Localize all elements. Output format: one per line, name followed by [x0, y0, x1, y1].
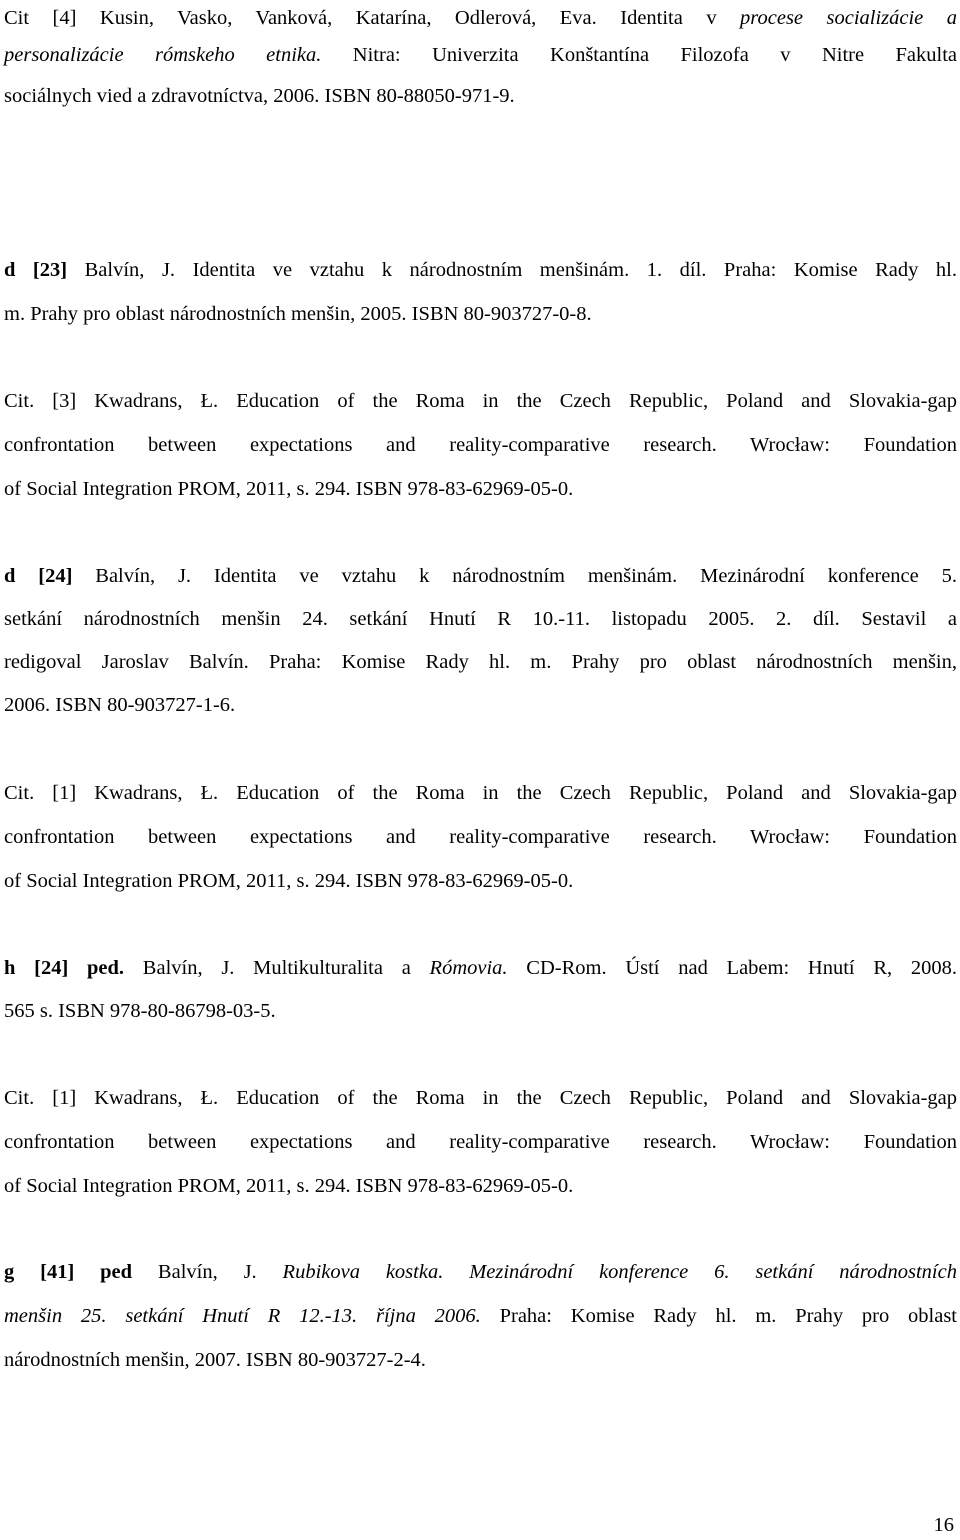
text-line: [4, 474, 957, 504]
text-line: [4, 430, 957, 460]
reference-italic-text: Rómovia.: [429, 957, 508, 979]
text-line: [4, 561, 957, 591]
text-line: [4, 1083, 957, 1113]
reference-text: CD-Rom. Ústí nad Labem: Hnutí R, 2008.: [507, 957, 957, 979]
citation-text: Cit. [1] Kwadrans, Ł. Education of the Roma in the Czech Republic, Poland and Slovakia-gap: [4, 782, 957, 804]
text-line: [4, 255, 957, 285]
citation-text: of Social Integration PROM, 2011, s. 294. ISBN 978-83-62969-05-0.: [4, 1175, 574, 1197]
reference-text: 565 s. ISBN 978-80-86798-03-5.: [4, 1000, 276, 1022]
reference-text: 2006. ISBN 80-903727-1-6.: [4, 694, 236, 716]
text-line: [4, 1127, 957, 1157]
text-line: [4, 1257, 957, 1287]
citation-italic-text: personalizácie rómskeho etnika.: [4, 44, 322, 66]
citation-italic-text: procese socializácie a: [740, 7, 957, 29]
text-line: [4, 953, 957, 983]
text-line: [4, 81, 957, 111]
reference-text: Balvín, J.: [132, 1261, 283, 1283]
reference-code: g [41] ped: [4, 1261, 133, 1283]
text-line: [4, 778, 957, 808]
text-line: [4, 1171, 957, 1201]
citation-text: confrontation between expectations and reality-comparative research. Wrocław: Foundation: [4, 434, 957, 456]
reference-code: d [24]: [4, 565, 73, 587]
reference-text: Balvín, J. Identita ve vztahu k národnostním menšinám. 1. díl. Praha: Komise Rady hl.: [67, 259, 958, 281]
citation-text: confrontation between expectations and reality-comparative research. Wrocław: Foundation: [4, 826, 957, 848]
reference-italic-text: Rubikova kostka. Mezinárodní konference 6. setkání národnostních: [282, 1261, 957, 1283]
text-line: [4, 604, 957, 634]
citation-text: Cit [4] Kusin, Vasko, Vanková, Katarína, Odlerová, Eva. Identita v: [4, 7, 741, 29]
citation-text: of Social Integration PROM, 2011, s. 294. ISBN 978-83-62969-05-0.: [4, 870, 574, 892]
citation-text: Cit. [1] Kwadrans, Ł. Education of the Roma in the Czech Republic, Poland and Slovakia-gap: [4, 1087, 957, 1109]
citation-text: Nitra: Univerzita Konštantína Filozofa v Nitre Fakulta: [321, 44, 958, 66]
text-line: [4, 3, 957, 33]
citation-text: Cit. [3] Kwadrans, Ł. Education of the Roma in the Czech Republic, Poland and Slovakia-gap: [4, 390, 957, 412]
page-number: 16: [933, 1514, 954, 1536]
reference-text: Balvín, J. Identita ve vztahu k národnostním menšinám. Mezinárodní konference 5.: [72, 565, 957, 587]
text-line: [4, 647, 957, 677]
reference-code: h [24] ped.: [4, 957, 125, 979]
text-line: [4, 822, 957, 852]
text-line: [4, 866, 957, 896]
reference-text: m. Prahy pro oblast národnostních menšin, 2005. ISBN 80-903727-0-8.: [4, 303, 592, 325]
reference-text: setkání národnostních menšin 24. setkání Hnutí R 10.-11. listopadu 2005. 2. díl. Sestavil a: [4, 608, 957, 630]
text-line: [4, 40, 957, 70]
reference-italic-text: menšin 25. setkání Hnutí R 12.-13. října 2006.: [4, 1305, 481, 1327]
text-line: [4, 386, 957, 416]
text-line: [4, 996, 957, 1026]
text-line: [4, 299, 957, 329]
reference-text: Praha: Komise Rady hl. m. Prahy pro oblast: [480, 1305, 957, 1327]
reference-text: národnostních menšin, 2007. ISBN 80-903727-2-4.: [4, 1349, 426, 1371]
text-line: [4, 1301, 957, 1331]
citation-text: of Social Integration PROM, 2011, s. 294. ISBN 978-83-62969-05-0.: [4, 478, 574, 500]
text-line: [4, 1345, 957, 1375]
reference-text: Balvín, J. Multikulturalita a: [124, 957, 430, 979]
text-line: [4, 690, 957, 720]
reference-code: d [23]: [4, 259, 68, 281]
reference-text: redigoval Jaroslav Balvín. Praha: Komise Rady hl. m. Prahy pro oblast národnostních menšin,: [4, 651, 957, 673]
citation-text: sociálnych vied a zdravotníctva, 2006. ISBN 80-88050-971-9.: [4, 85, 515, 107]
citation-text: confrontation between expectations and reality-comparative research. Wrocław: Foundation: [4, 1131, 957, 1153]
